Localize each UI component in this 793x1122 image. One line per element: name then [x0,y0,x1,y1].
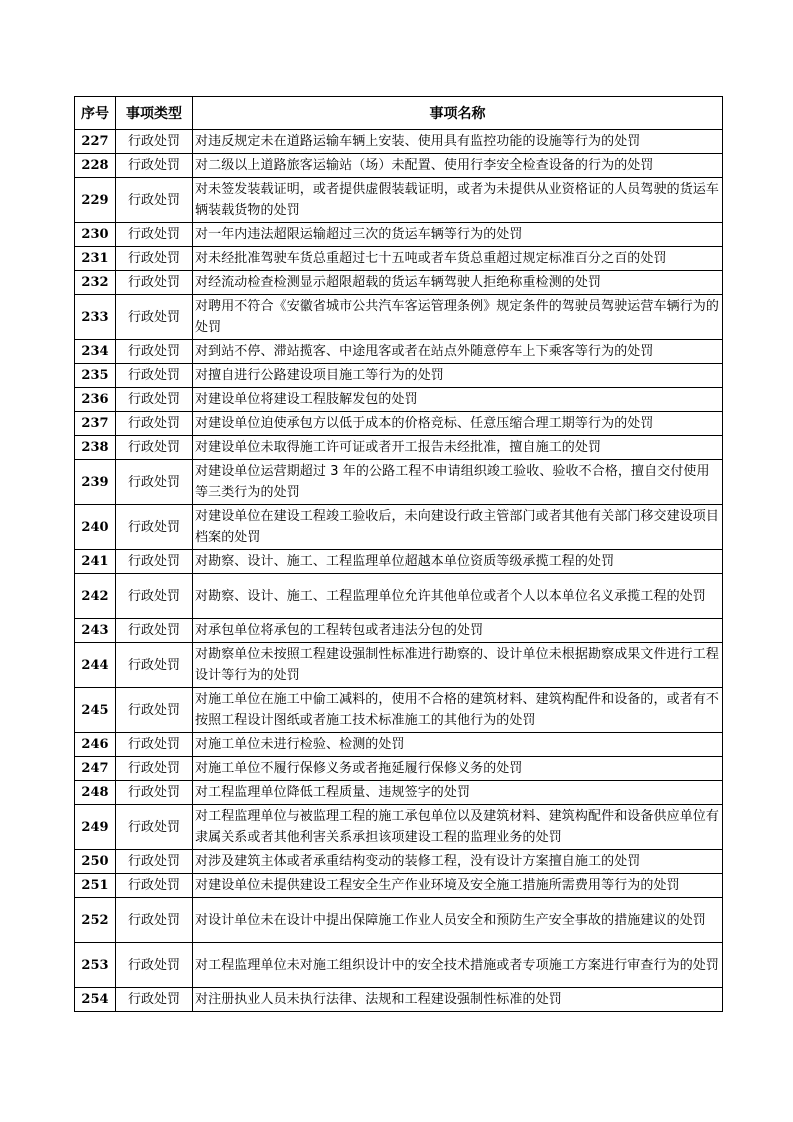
row-no: 227 [75,130,116,154]
row-no: 234 [75,340,116,364]
row-type: 行政处罚 [116,850,193,874]
table-row [75,271,723,295]
row-no: 240 [75,505,116,550]
table-row [75,988,723,1012]
row-no: 248 [75,781,116,805]
row-name: 对擅自进行公路建设项目施工等行为的处罚 [193,364,723,388]
row-name: 对工程监理单位与被监理工程的施工承包单位以及建筑材料、建筑构配件和设备供应单位有隶属关系或者其他利害关系承担该项建设工程的监理业务的处罚 [193,805,723,850]
table-row [75,619,723,643]
row-name: 对施工单位不履行保修义务或者拖延履行保修义务的处罚 [193,757,723,781]
table-row [75,388,723,412]
row-type: 行政处罚 [116,178,193,223]
header-name: 事项名称 [193,97,723,130]
table-row [75,898,723,943]
table-row [75,247,723,271]
row-no: 238 [75,436,116,460]
row-no: 246 [75,733,116,757]
row-no: 252 [75,898,116,943]
table-header [75,97,723,130]
table-row [75,550,723,574]
row-name: 对到站不停、滞站揽客、中途甩客或者在站点外随意停车上下乘客等行为的处罚 [193,340,723,364]
matters-table [74,96,723,1012]
table-row [75,295,723,340]
row-type: 行政处罚 [116,505,193,550]
row-name: 对勘察、设计、施工、工程监理单位允许其他单位或者个人以本单位名义承揽工程的处罚 [193,574,723,619]
row-no: 231 [75,247,116,271]
table-row [75,436,723,460]
row-name: 对施工单位未进行检验、检测的处罚 [193,733,723,757]
row-type: 行政处罚 [116,688,193,733]
table-row [75,130,723,154]
table-row [75,505,723,550]
row-no: 245 [75,688,116,733]
row-name: 对聘用不符合《安徽省城市公共汽车客运管理条例》规定条件的驾驶员驾驶运营车辆行为的处罚 [193,295,723,340]
table-row [75,364,723,388]
row-no: 233 [75,295,116,340]
header-row [75,97,723,130]
row-name: 对未签发装载证明，或者提供虚假装载证明，或者为未提供从业资格证的人员驾驶的货运车辆装载货物的处罚 [193,178,723,223]
row-name: 对注册执业人员未执行法律、法规和工程建设强制性标准的处罚 [193,988,723,1012]
row-name: 对涉及建筑主体或者承重结构变动的装修工程，没有设计方案擅自施工的处罚 [193,850,723,874]
table-row [75,154,723,178]
row-type: 行政处罚 [116,340,193,364]
row-type: 行政处罚 [116,223,193,247]
table-row [75,460,723,505]
row-name: 对承包单位将承包的工程转包或者违法分包的处罚 [193,619,723,643]
row-no: 228 [75,154,116,178]
row-name: 对建设单位未提供建设工程安全生产作业环境及安全施工措施所需费用等行为的处罚 [193,874,723,898]
row-no: 237 [75,412,116,436]
row-name: 对设计单位未在设计中提出保障施工作业人员安全和预防生产安全事故的措施建议的处罚 [193,898,723,943]
row-name: 对勘察单位未按照工程建设强制性标准进行勘察的、设计单位未根据勘察成果文件进行工程设计等行为的处罚 [193,643,723,688]
row-name: 对工程监理单位未对施工组织设计中的安全技术措施或者专项施工方案进行审查行为的处罚 [193,943,723,988]
row-name: 对建设单位将建设工程肢解发包的处罚 [193,388,723,412]
row-type: 行政处罚 [116,364,193,388]
row-name: 对经流动检查检测显示超限超载的货运车辆驾驶人拒绝称重检测的处罚 [193,271,723,295]
row-no: 243 [75,619,116,643]
row-type: 行政处罚 [116,271,193,295]
row-type: 行政处罚 [116,874,193,898]
row-type: 行政处罚 [116,781,193,805]
row-name: 对建设单位运营期超过 3 年的公路工程不申请组织竣工验收、验收不合格，擅自交付使用等三类行为的处罚 [193,460,723,505]
row-type: 行政处罚 [116,154,193,178]
table-row [75,178,723,223]
row-type: 行政处罚 [116,574,193,619]
row-type: 行政处罚 [116,757,193,781]
row-no: 235 [75,364,116,388]
table-row [75,874,723,898]
row-no: 244 [75,643,116,688]
row-no: 253 [75,943,116,988]
row-no: 251 [75,874,116,898]
table-row [75,850,723,874]
row-type: 行政处罚 [116,460,193,505]
table-row [75,943,723,988]
table-row [75,574,723,619]
row-no: 239 [75,460,116,505]
row-name: 对违反规定未在道路运输车辆上安装、使用具有监控功能的设施等行为的处罚 [193,130,723,154]
row-no: 229 [75,178,116,223]
row-type: 行政处罚 [116,130,193,154]
row-name: 对施工单位在施工中偷工减料的，使用不合格的建筑材料、建筑构配件和设备的，或者有不按照工程设计图纸或者施工技术标准施工的其他行为的处罚 [193,688,723,733]
row-no: 236 [75,388,116,412]
table-row [75,757,723,781]
row-type: 行政处罚 [116,247,193,271]
row-type: 行政处罚 [116,805,193,850]
row-type: 行政处罚 [116,436,193,460]
row-name: 对工程监理单位降低工程质量、违规签字的处罚 [193,781,723,805]
row-type: 行政处罚 [116,412,193,436]
row-type: 行政处罚 [116,550,193,574]
header-no: 序号 [75,97,116,130]
row-no: 249 [75,805,116,850]
row-no: 241 [75,550,116,574]
row-type: 行政处罚 [116,619,193,643]
row-type: 行政处罚 [116,943,193,988]
row-type: 行政处罚 [116,733,193,757]
row-name: 对建设单位迫使承包方以低于成本的价格竞标、任意压缩合理工期等行为的处罚 [193,412,723,436]
table-row [75,733,723,757]
row-name: 对未经批准驾驶车货总重超过七十五吨或者车货总重超过规定标准百分之百的处罚 [193,247,723,271]
row-no: 230 [75,223,116,247]
row-name: 对建设单位未取得施工许可证或者开工报告未经批准，擅自施工的处罚 [193,436,723,460]
row-name: 对一年内违法超限运输超过三次的货运车辆等行为的处罚 [193,223,723,247]
table-body [75,130,723,1012]
table-row [75,805,723,850]
table-row [75,688,723,733]
row-no: 247 [75,757,116,781]
row-type: 行政处罚 [116,643,193,688]
table-row [75,412,723,436]
row-name: 对二级以上道路旅客运输站（场）未配置、使用行李安全检查设备的行为的处罚 [193,154,723,178]
row-no: 232 [75,271,116,295]
row-no: 254 [75,988,116,1012]
row-type: 行政处罚 [116,898,193,943]
table-row [75,223,723,247]
table-row [75,643,723,688]
row-type: 行政处罚 [116,388,193,412]
table-row [75,781,723,805]
header-type: 事项类型 [116,97,193,130]
row-name: 对勘察、设计、施工、工程监理单位超越本单位资质等级承揽工程的处罚 [193,550,723,574]
row-type: 行政处罚 [116,295,193,340]
row-name: 对建设单位在建设工程竣工验收后，未向建设行政主管部门或者其他有关部门移交建设项目档案的处罚 [193,505,723,550]
row-no: 250 [75,850,116,874]
table-row [75,340,723,364]
row-no: 242 [75,574,116,619]
row-type: 行政处罚 [116,988,193,1012]
